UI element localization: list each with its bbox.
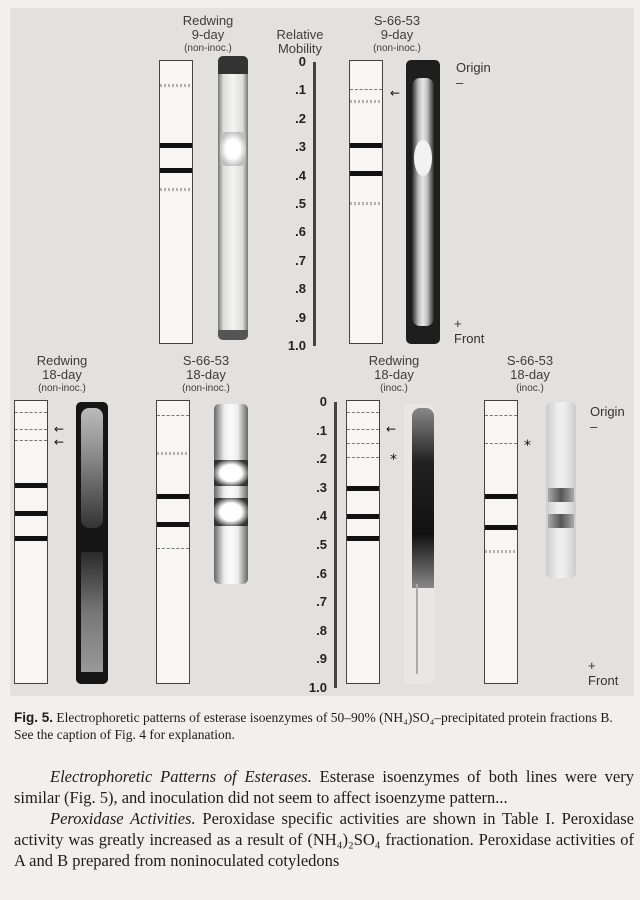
- isoenzyme-band: [350, 143, 382, 148]
- faint-band: [350, 100, 382, 103]
- scale-tick-label: .5: [316, 537, 327, 552]
- dotted-band: [15, 412, 47, 413]
- scale-tick-label: .9: [316, 651, 327, 667]
- mobility-axis-top: [313, 62, 316, 346]
- front-label-bottom: + Front: [588, 658, 619, 688]
- scale-tick-label: .8: [316, 622, 327, 638]
- lane-label-s6653-18day-inoc: S-66-53 18-day (inoc.): [506, 353, 554, 394]
- caption-text: Electrophoretic patterns of esterase isoenzymes of 50–90% (NH₄)SO₄–precipitated protein fractions B. See the caption of Fig. 4 for explanation.: [14, 710, 613, 742]
- paragraph-peroxidase: [14, 808, 634, 871]
- figure-caption: [14, 709, 626, 743]
- caption-label: Fig. 5.: [14, 710, 54, 725]
- body-text: [14, 766, 634, 871]
- scale-tick-label: .7: [295, 252, 306, 268]
- scale-tick-label: .2: [295, 110, 306, 126]
- isoenzyme-band: [15, 511, 47, 516]
- figure-5: [10, 8, 634, 696]
- arrow-marker: ←: [386, 422, 397, 436]
- isoenzyme-band: [347, 514, 379, 519]
- dotted-band: [350, 89, 382, 90]
- scale-tick-label: .4: [295, 167, 306, 183]
- scale-tick-label: .5: [295, 196, 306, 211]
- scale-tick-label: .8: [295, 281, 306, 297]
- lane-label-s6653-18day-noninoc: S-66-53 18-day (non-inoc.): [182, 353, 230, 394]
- paragraph-text: Esterase isoenzymes of both lines were very similar (Fig. 5), and inoculation did not seem to affect isoenzyme pattern...: [14, 767, 634, 807]
- scale-tick-label: .9: [295, 309, 306, 325]
- scale-tick-label: .1: [316, 422, 327, 438]
- dotted-band: [157, 548, 189, 549]
- paragraph-heading: Peroxidase Activities.: [50, 809, 196, 828]
- band-diagram-s6653-9day: [349, 60, 383, 344]
- gel-photo-redwing-18day-inoc: [404, 404, 434, 684]
- scale-tick-label: .1: [295, 82, 306, 98]
- isoenzyme-band: [485, 494, 517, 499]
- dotted-band: [347, 412, 379, 413]
- scale-tick-label: 0: [319, 394, 327, 409]
- arrow-marker: ←: [54, 435, 65, 449]
- gel-photo-redwing-18day-noninoc: [76, 402, 108, 684]
- scale-tick-label: 0: [298, 54, 306, 69]
- isoenzyme-band: [347, 536, 379, 541]
- isoenzyme-band: [160, 168, 192, 173]
- star-marker: *: [390, 452, 397, 468]
- isoenzyme-band: [157, 522, 189, 527]
- lane-label-s6653-9day: S-66-53 9-day (non-inoc.): [373, 13, 421, 54]
- dotted-band: [485, 415, 517, 416]
- faint-band: [485, 550, 517, 553]
- paragraph-esterases: [14, 766, 634, 808]
- scale-tick-label: .4: [316, 508, 327, 524]
- scale-tick-label: 1.0: [308, 680, 327, 695]
- scale-tick-label: .2: [316, 451, 327, 467]
- dotted-band: [485, 443, 517, 444]
- faint-band: [350, 202, 382, 205]
- origin-label-bottom: Origin –: [590, 404, 625, 434]
- band-diagram-redwing-18day-inoc: [346, 400, 380, 684]
- isoenzyme-band: [347, 486, 379, 491]
- lane-label-redwing-18day-noninoc: Redwing 18-day (non-inoc.): [36, 353, 88, 394]
- isoenzyme-band: [350, 171, 382, 176]
- isoenzyme-band: [485, 525, 517, 530]
- paragraph-heading: Electrophoretic Patterns of Esterases.: [50, 767, 312, 786]
- origin-label-top: Origin –: [456, 60, 491, 90]
- lane-label-redwing-9day: Redwing 9-day (non-inoc.): [182, 13, 234, 54]
- arrow-marker: ←: [54, 422, 65, 436]
- dotted-band: [157, 415, 189, 416]
- star-marker: *: [524, 438, 531, 454]
- dotted-band: [347, 457, 379, 458]
- dotted-band: [15, 429, 47, 430]
- band-diagram-s6653-18day-noninoc: [156, 400, 190, 684]
- dotted-band: [347, 429, 379, 430]
- scale-tick-label: 1.0: [287, 338, 306, 353]
- lane-label-redwing-18day-inoc: Redwing 18-day (inoc.): [368, 353, 420, 394]
- isoenzyme-band: [160, 143, 192, 148]
- relative-mobility-label: Relative Mobility: [276, 27, 324, 56]
- paragraph-text: Peroxidase specific activities are shown in Table I. Peroxidase activity was greatly increased as a result of (NH₄)₂SO₄ fractionation. Peroxidase activities of A and B prepared from noninoculated cotyledons: [14, 809, 634, 870]
- arrow-marker: ←: [390, 86, 401, 100]
- scale-tick-label: .6: [295, 224, 306, 240]
- isoenzyme-band: [15, 483, 47, 488]
- faint-band: [160, 84, 192, 87]
- mobility-axis-bottom: [334, 402, 337, 688]
- band-diagram-redwing-9day: [159, 60, 193, 344]
- isoenzyme-band: [15, 536, 47, 541]
- isoenzyme-band: [157, 494, 189, 499]
- band-diagram-s6653-18day-inoc: [484, 400, 518, 684]
- gel-photo-s6653-18day-noninoc: [214, 404, 248, 584]
- gel-photo-redwing-9day: [218, 56, 248, 340]
- faint-band: [157, 452, 189, 455]
- dotted-band: [347, 443, 379, 444]
- dotted-band: [15, 440, 47, 441]
- front-label-top: + Front: [454, 316, 485, 346]
- scale-tick-label: .6: [316, 565, 327, 581]
- band-diagram-redwing-18day-noninoc: [14, 400, 48, 684]
- scale-tick-label: .7: [316, 594, 327, 610]
- scale-tick-label: .3: [295, 139, 306, 155]
- gel-photo-s6653-18day-inoc: [546, 402, 576, 578]
- scale-tick-label: .3: [316, 479, 327, 495]
- gel-photo-s6653-9day: [406, 60, 440, 344]
- faint-band: [160, 188, 192, 191]
